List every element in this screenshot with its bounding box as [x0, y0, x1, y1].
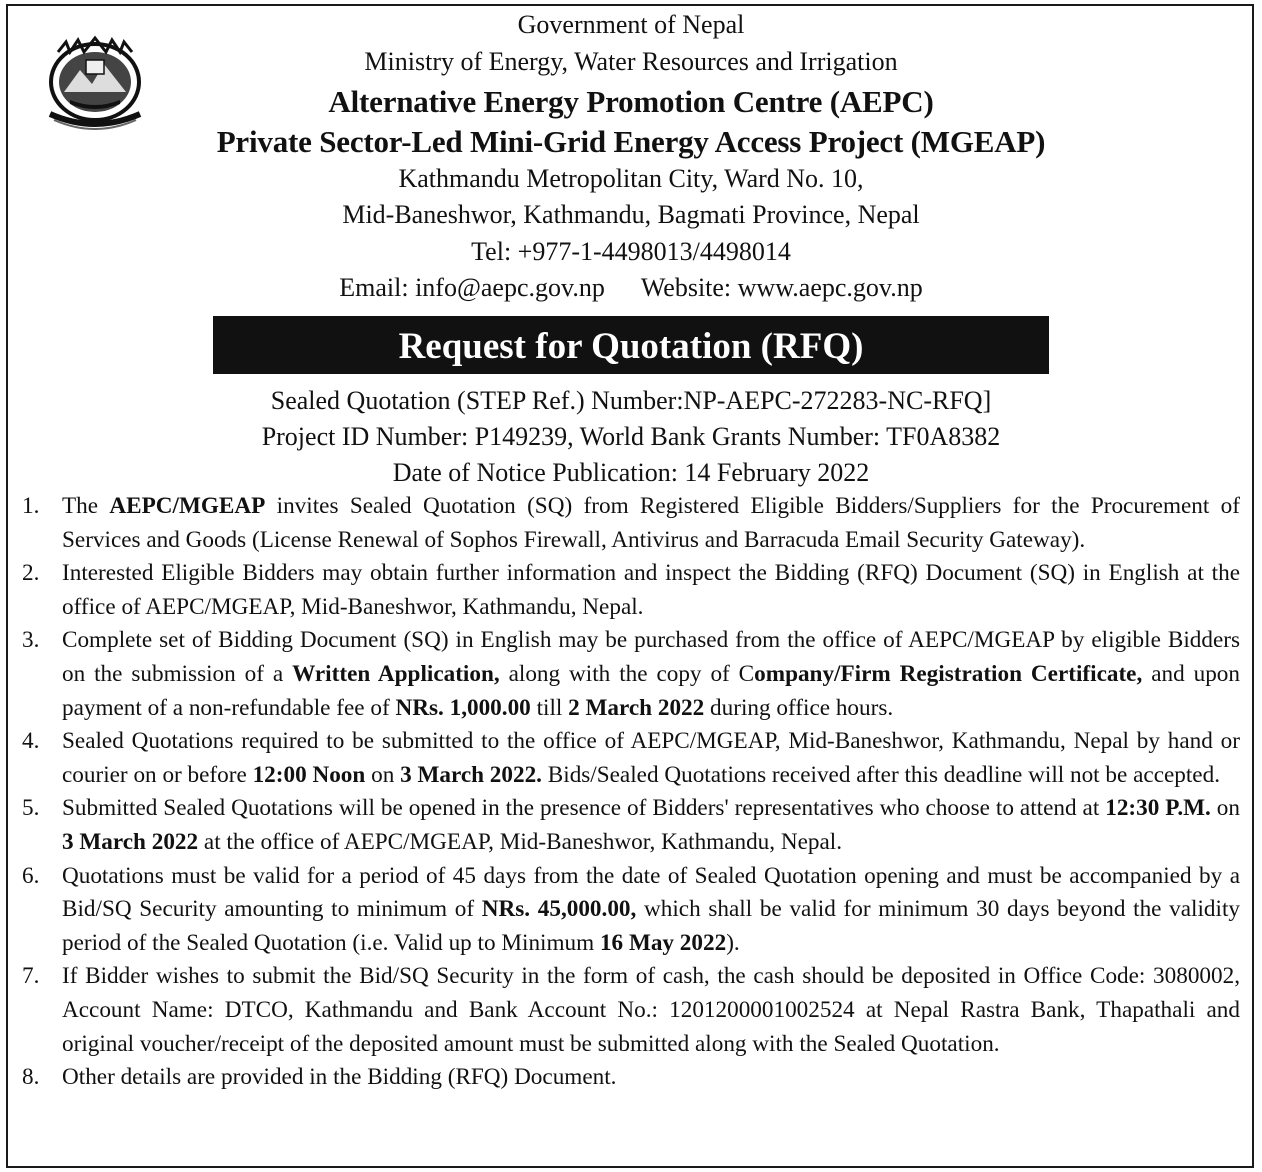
list-item-text: and upon payment of a non-refundable fee of [62, 660, 1240, 721]
website[interactable]: Website: www.aepc.gov.np [640, 273, 923, 302]
list-item [22, 624, 1240, 725]
list-item-bold-text: ompany/Firm Registration Certificate, [754, 660, 1143, 687]
list-item-text: If Bidder wishes to submit the Bid/SQ Security in the form of cash, the cash should be deposited in Office Code: 3080002, Account Name: DTCO, Kathmandu and Bank Account No.: 1201200001002524 at Nepal Rastra Bank, Thapathali and original voucher/receipt of the deposited amount must be submitted along with the Sealed Quotation. [62, 963, 1240, 1057]
notice-items-list [22, 490, 1240, 1095]
list-item-bold-text: 3 March 2022. [400, 761, 542, 788]
list-item [22, 792, 1240, 859]
list-item-text: Bids/Sealed Quotations received after this deadline will not be accepted. [541, 761, 1220, 788]
list-item [22, 860, 1240, 961]
list-item-number: 6. [22, 862, 40, 889]
list-item-text: ). [726, 929, 740, 956]
list-item-text: during office hours. [704, 694, 894, 721]
list-item-text: Other details are provided in the Bidding (RFQ) Document. [62, 1064, 617, 1091]
rfq-banner: Request for Quotation (RFQ) [213, 316, 1049, 374]
reference-number: Sealed Quotation (STEP Ref.) Number:NP-AEPC-272283-NC-RFQ] [270, 386, 992, 415]
email[interactable]: Email: info@aepc.gov.np [339, 273, 605, 302]
list-item-bold-text: AEPC/MGEAP [109, 493, 266, 519]
list-item-number: 1. [22, 493, 40, 519]
list-item [22, 725, 1240, 792]
list-item-bold-text: Written Application, [292, 660, 500, 687]
list-item-text: on [365, 761, 401, 788]
list-item-text: Interested Eligible Bidders may obtain further information and inspect the Bidding (RFQ) Document (SQ) in English at the office of AEPC/MGEAP, Mid-Baneshwor, Kathmandu, Nepal. [62, 560, 1240, 620]
list-item-text: at the office of AEPC/MGEAP, Mid-Baneshwor, Kathmandu, Nepal. [198, 828, 843, 855]
list-item-text: along with the copy of C [499, 660, 755, 687]
publication-date: Date of Notice Publication: 14 February 2022 [392, 458, 870, 487]
contact-line [0, 273, 1262, 303]
list-item [22, 1061, 1240, 1095]
list-item-bold-text: NRs. 45,000.00, [481, 896, 637, 923]
list-item-text: Sealed Quotations required to be submitted to the office of AEPC/MGEAP, Mid-Baneshwor, Kathmandu, Nepal by hand or courier on or before [62, 728, 1240, 788]
list-item-text: Quotations must be valid for a period of 45 days from the date of Sealed Quotation opening and must be accompanied by a Bid/SQ Security amounting to minimum of [62, 862, 1240, 923]
address-line-2: Mid-Baneshwor, Kathmandu, Bagmati Province, Nepal [342, 200, 920, 229]
list-item-number: 5. [22, 795, 40, 822]
list-item-number: 2. [22, 560, 40, 587]
centre-title: Alternative Energy Promotion Centre (AEPC) [328, 84, 934, 119]
list-item-text: Complete set of Bidding Document (SQ) in English may be purchased from the office of AEPC/MGEAP by eligible Bidders on the submission of a [62, 627, 1240, 687]
list-item-bold-text: 12:30 P.M. [1105, 795, 1211, 822]
list-item [22, 490, 1240, 557]
project-title: Private Sector-Led Mini-Grid Energy Access Project (MGEAP) [216, 124, 1046, 159]
list-item-bold-text: NRs. 1,000.00 [395, 694, 531, 721]
ministry-title: Ministry of Energy, Water Resources and Irrigation [364, 47, 898, 76]
list-item-text: invites Sealed Quotation (SQ) from Registered Eligible Bidders/Suppliers for the Procurement of Services and Goods (License Renewal of Sophos Firewall, Antivirus and Barracuda Email Security Gateway). [62, 493, 1240, 553]
telephone: Tel: +977-1-4498013/4498014 [471, 237, 791, 266]
list-item-text: which shall be valid for minimum 30 days beyond the validity period of the Sealed Quotation (i.e. Valid up to Minimum [62, 896, 1241, 956]
list-item-number: 3. [22, 627, 40, 654]
list-item-number: 7. [22, 963, 40, 990]
list-item [22, 557, 1240, 624]
list-item-text: on [1210, 795, 1240, 822]
list-item-number: 8. [22, 1064, 40, 1091]
list-item-text: The [62, 493, 110, 519]
address-line-1: Kathmandu Metropolitan City, Ward No. 10, [398, 164, 864, 193]
list-item-bold-text: 3 March 2022 [62, 828, 199, 855]
list-item-text: Submitted Sealed Quotations will be opened in the presence of Bidders' representatives who choose to attend at [62, 795, 1106, 822]
list-item-bold-text: 2 March 2022 [568, 694, 705, 721]
list-item-number: 4. [22, 728, 40, 755]
list-item [22, 960, 1240, 1061]
list-item-bold-text: 12:00 Noon [252, 761, 366, 788]
project-id: Project ID Number: P149239, World Bank Grants Number: TF0A8382 [261, 422, 1001, 451]
list-item-bold-text: 16 May 2022 [599, 929, 727, 956]
government-title: Government of Nepal [517, 10, 745, 39]
list-item-text: till [530, 694, 569, 721]
